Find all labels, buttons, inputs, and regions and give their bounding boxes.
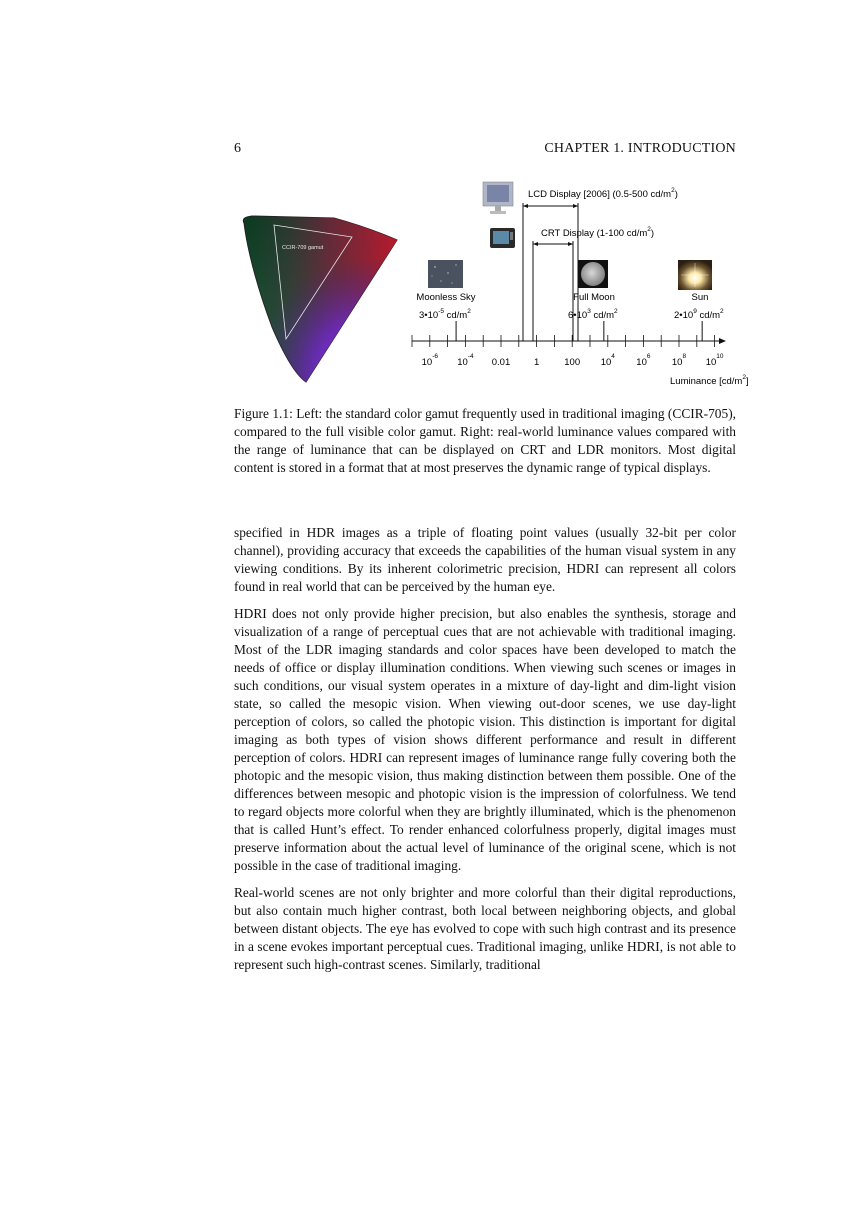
axis-label: Luminance $[cd/m^2]$ <box>670 374 749 387</box>
chapter-title: CHAPTER 1. INTRODUCTION <box>544 141 736 156</box>
tick-label: $10^8$ <box>671 353 687 368</box>
figure-graphic <box>234 175 749 397</box>
moonless-sky-image <box>428 260 463 288</box>
tick-label: $10^4$ <box>600 353 615 368</box>
light-source-markers <box>456 321 702 341</box>
full-moon-label: Full Moon <box>573 292 615 303</box>
sun-image <box>678 260 712 290</box>
full-moon-value: $6•10^3$ $cd/m^2$ <box>568 308 618 321</box>
sun-label: Sun <box>691 292 709 303</box>
tick-label: $10^{-4}$ <box>457 353 474 368</box>
tick-label: 1 <box>533 357 540 368</box>
gamut-label: CCIR-709 gamut <box>282 245 324 251</box>
color-gamut-diagram <box>243 216 397 382</box>
moonless-sky-label: Moonless Sky <box>416 292 476 303</box>
tick-label: 0.01 <box>491 357 511 368</box>
figure-caption: Figure 1.1: Left: the standard color gamut frequently used in traditional imaging (CCIR-705), compared to the full visible color gamut. Right: real-world luminance values compared with the range of luminance that can be displayed on CRT and LDR monitors. Most digital content is stored in a format that at most preserves the dynamic range of typical displays. <box>234 406 736 475</box>
axis-tick-labels <box>422 353 724 368</box>
paragraph: Real-world scenes are not only brighter and more colorful than their digital reproductions, but also contain much higher contrast, both local between neighboring objects, and global between distant objects. The eye has evolved to cope with such high contrast and its presence in a scene evokes important perceptual cues. Traditional imaging, unlike HDRI, is not able to represent such high-contrast scenes. Similarly, traditional <box>234 885 736 972</box>
tick-label: $10^{-6}$ <box>421 353 438 368</box>
page-number: 6 <box>234 141 241 156</box>
lcd-label: LCD Display [2006] (0.5-500 $cd/m^2$) <box>528 187 678 200</box>
crt-tv-icon <box>490 228 515 248</box>
figure-1-1 <box>234 175 749 397</box>
page-header <box>234 141 736 159</box>
tick-label: $10^{10}$ <box>705 353 724 368</box>
paragraph: specified in HDR images as a triple of floating point values (usually 32-bit per color channel), providing accuracy that exceeds the capabilities of the human visual system in any viewing conditions. By its inherent colorimetric precision, HDRI can represent all colors found in real world that can be perceived by the human eye. <box>234 525 736 594</box>
paragraph: HDRI does not only provide higher precision, but also enables the synthesis, storage and visualization of a range of perceptual cues that are not achievable with traditional imaging. Most of the LDR imaging standards and color spaces have been developed to match the needs of office or display illumination conditions. When viewing such scenes or images in such conditions, our visual system operates in a mixture of day-light and dim-light vision state, so called the mesopic vision. When viewing out-door scenes, we use day-light perception of colors, so called the photopic vision. This distinction is important for digital imaging as both types of vision shows different performance and result in different perception of colors. HDRI can represent images of luminance range fully covering both the photopic and the mesopic vision, thus making distinction between them possible. One of the differences between mesopic and photopic vision is the impression of colorfulness. We tend to regard objects more colorful when they are brightly illuminated, which is the phenomenon that is called Hunt’s effect. To render enhanced colorfulness properly, digital images must preserve information about the actual level of luminance of the original scene, which is not possible in the case of traditional imaging. <box>234 606 736 873</box>
tick-label: $10^6$ <box>636 353 651 368</box>
full-moon-image <box>578 260 608 288</box>
tick-label: 100 <box>564 357 581 368</box>
moonless-sky-value: $3•10^{-5}$ $cd/m^2$ <box>419 308 471 321</box>
sun-value: $2•10^9$ $cd/m^2$ <box>674 308 724 321</box>
body-text <box>234 524 736 983</box>
lcd-monitor-icon <box>483 182 513 214</box>
crt-label: CRT Display (1-100 $cd/m^2$) <box>541 226 655 239</box>
axis-arrow <box>719 338 726 344</box>
